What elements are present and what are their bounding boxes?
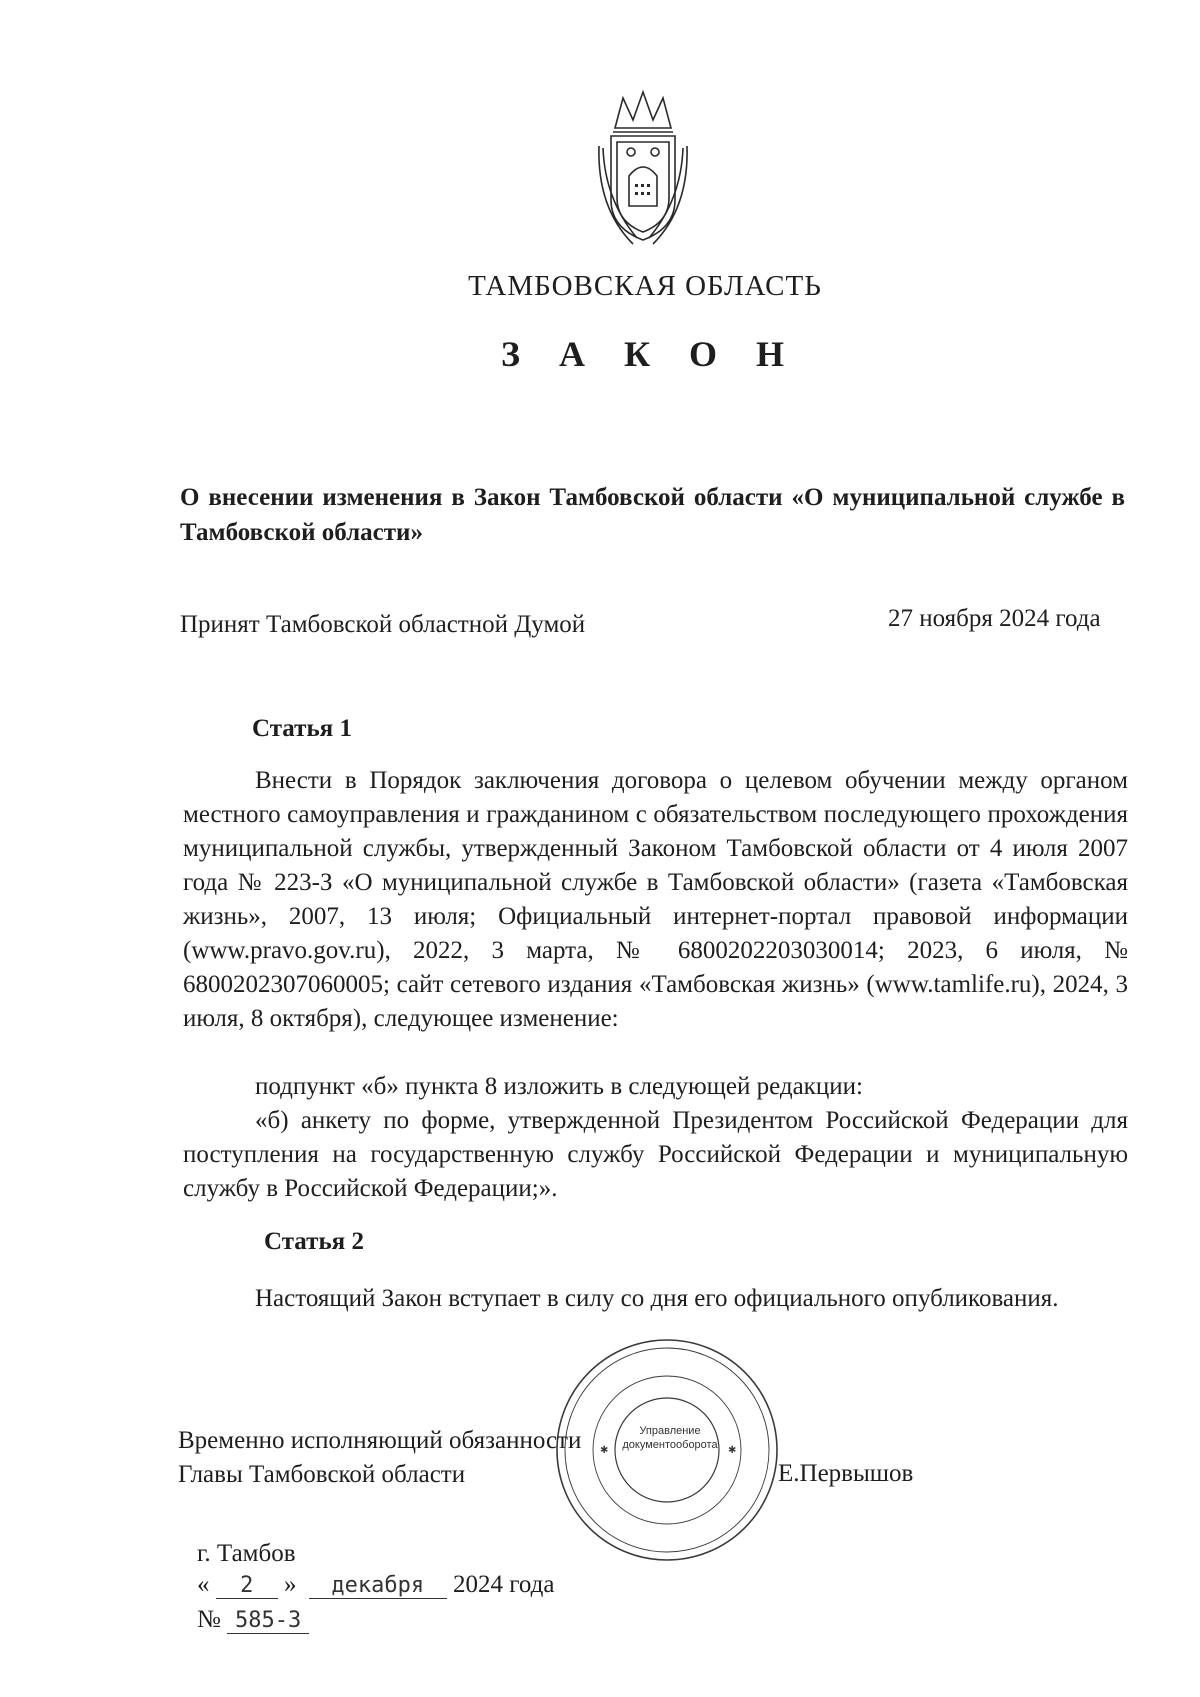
date-day: 2 bbox=[216, 1574, 278, 1599]
stamp-center-line-1: Управление bbox=[639, 1425, 701, 1437]
signatory-title bbox=[178, 1424, 581, 1492]
article-1-paragraph-2-text: подпункт «б» пункта 8 изложить в следующей редакции: bbox=[255, 1073, 863, 1100]
region-heading: ТАМБОВСКАЯ ОБЛАСТЬ bbox=[468, 270, 822, 302]
stamp-center-line-2: документооборота bbox=[622, 1439, 718, 1451]
article-1-paragraph-2 bbox=[183, 1070, 1128, 1104]
article-2-paragraph-text: Настоящий Закон вступает в силу со дня его официального опубликования. bbox=[255, 1285, 1059, 1312]
article-1-heading: Статья 1 bbox=[252, 715, 352, 742]
signatory-title-line-1: Временно исполняющий обязанности bbox=[178, 1427, 582, 1454]
article-1-paragraph-3 bbox=[183, 1104, 1128, 1206]
signing-city: г. Тамбов bbox=[197, 1540, 296, 1567]
date-quote-open: « bbox=[197, 1571, 210, 1598]
article-2-paragraph bbox=[183, 1282, 1128, 1316]
stamp-center-text bbox=[622, 1424, 718, 1452]
law-number bbox=[197, 1606, 309, 1634]
law-title: О внесении изменения в Закон Тамбовской области «О муниципальной службе в Тамбовской области» bbox=[180, 484, 1125, 546]
signing-date bbox=[197, 1571, 554, 1599]
adoption-date: 27 ноября 2024 года bbox=[888, 605, 1101, 632]
document-type-heading: З А К О Н bbox=[500, 334, 800, 374]
article-1-paragraph-1 bbox=[183, 764, 1128, 1036]
article-2-heading: Статья 2 bbox=[264, 1228, 364, 1255]
article-1-paragraph-1-text: Внести в Порядок заключения договора о целевом обучении между органом местного самоуправления и гражданином с обязательством последующего прохождения муниципальной службы, утвержденный Законом Тамбовской области от 4 июля 2007 года № 223-З «О муниципальной службе в Тамбовской области» (газета «Тамбовская жизнь», 2007, 13 июля; Официальный интернет-портал правовой информации (www.pravo.gov.ru), 2022, 3 марта, № 6800202203030014; 2023, 6 июля, № 6800202307060005; сайт сетевого издания «Тамбовская жизнь» (www.tamlife.ru), 2024, 3 июля, 8 октября), следующее изменение: bbox=[183, 767, 1128, 1032]
signatory-name: Е.Первышов bbox=[778, 1460, 914, 1487]
law-number-prefix: № bbox=[197, 1606, 221, 1633]
law-number-value: 585-З bbox=[227, 1609, 309, 1634]
date-year: 2024 года bbox=[453, 1571, 555, 1598]
date-quote-close: » bbox=[284, 1571, 297, 1598]
coat-of-arms-emblem bbox=[593, 88, 693, 248]
adoption-text: Принят Тамбовской областной Думой bbox=[180, 611, 586, 638]
svg-text:✱: ✱ bbox=[728, 1445, 737, 1456]
date-month: декабря bbox=[309, 1574, 447, 1599]
article-1-paragraph-3-text: «б) анкету по форме, утвержденной Президентом Российской Федерации для поступления на государственную службу Российской Федерации и муниципальную службу в Российской Федерации;». bbox=[183, 1107, 1128, 1202]
signatory-title-line-2: Главы Тамбовской области bbox=[178, 1461, 466, 1488]
svg-text:✱: ✱ bbox=[600, 1445, 609, 1456]
